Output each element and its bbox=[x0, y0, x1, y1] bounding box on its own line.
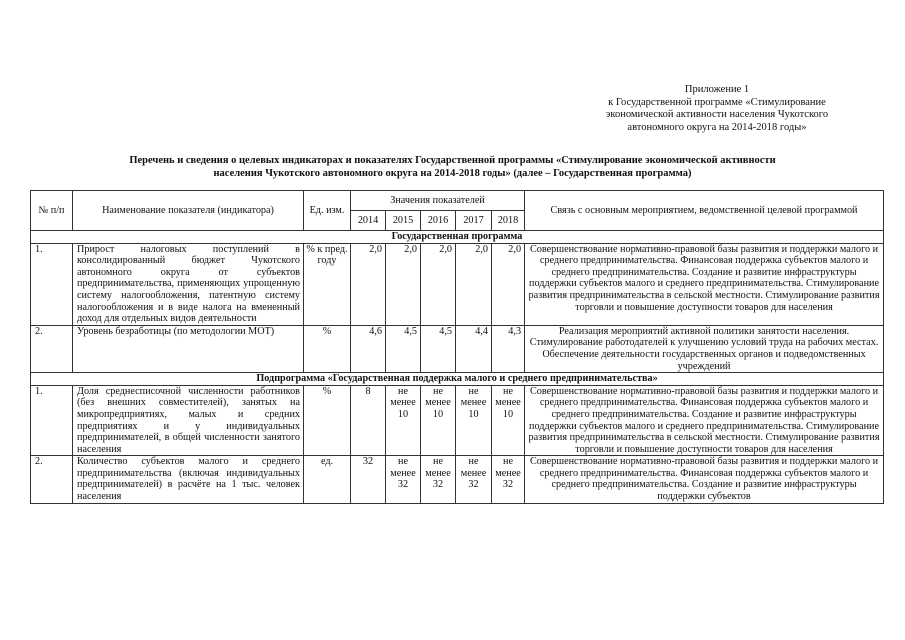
value-2018: не менее 10 bbox=[492, 385, 525, 456]
section-title-state-program: Государственная программа bbox=[31, 231, 884, 244]
value-2014: 2,0 bbox=[351, 243, 386, 325]
header-year-2017: 2017 bbox=[456, 211, 492, 231]
value-2015: не менее 32 bbox=[386, 456, 421, 503]
appendix-line-1: Приложение 1 bbox=[684, 84, 750, 95]
value-2017: 4,4 bbox=[456, 325, 492, 372]
title-line-1: Перечень и сведения о целевых индикаторах и показателях Государственной программы «Стимулирование экономической активности bbox=[129, 155, 776, 166]
value-2018: не менее 32 bbox=[492, 456, 525, 503]
header-num: № п/п bbox=[31, 191, 73, 231]
value-2015: 2,0 bbox=[386, 243, 421, 325]
appendix-line-4: автономного округа на 2014-2018 годы» bbox=[627, 121, 807, 133]
value-2015: 4,5 bbox=[386, 325, 421, 372]
header-year-2016: 2016 bbox=[421, 211, 456, 231]
value-2014: 4,6 bbox=[351, 325, 386, 372]
header-year-2014: 2014 bbox=[351, 211, 386, 231]
row-number: 2. bbox=[31, 456, 73, 503]
indicator-unit: % к пред. году bbox=[304, 243, 351, 325]
appendix-header bbox=[577, 84, 857, 134]
value-2014: 32 bbox=[351, 456, 386, 503]
value-2017: 2,0 bbox=[456, 243, 492, 325]
document-title bbox=[40, 154, 865, 180]
row-number: 1. bbox=[31, 243, 73, 325]
value-2016: 2,0 bbox=[421, 243, 456, 325]
indicator-name: Доля среднесписочной численности работников (без внешних совместителей), занятых на микропредприятиях, малых и средних предприятиях и у индивидуальных предпринимателей, в общей численности занятого населения bbox=[73, 385, 304, 456]
header-link: Связь с основным мероприятием, ведомственной целевой программой bbox=[525, 191, 884, 231]
value-2017: не менее 32 bbox=[456, 456, 492, 503]
section-row-subprogram bbox=[31, 373, 884, 386]
indicator-name: Уровень безработицы (по методологии МОТ) bbox=[73, 325, 304, 372]
program-link: Совершенствование нормативно-правовой базы развития и поддержки малого и среднего предпринимательства. Финансовая поддержка субъектов малого и среднего предпринимательства. Создание и развитие инфраструктуры поддержки субъектов малого и среднего предпринимательства. Стимулирование развития предпринимательства в сельской местности. Стимулирование развития торговли и повышение доступности товаров для населения bbox=[525, 385, 884, 456]
value-2018: 2,0 bbox=[492, 243, 525, 325]
indicator-unit: % bbox=[304, 385, 351, 456]
header-name: Наименование показателя (индикатора) bbox=[73, 191, 304, 231]
section-row-state-program bbox=[31, 231, 884, 244]
program-link: Реализация мероприятий активной политики занятости населения. Стимулирование работодателей к улучшению условий труда на рабочих местах. Обеспечение деятельности государственных органов и подведомственных учреждений bbox=[525, 325, 884, 372]
program-link: Совершенствование нормативно-правовой базы развития и поддержки малого и среднего предпринимательства. Финансовая поддержка субъектов малого и среднего предпринимательства. Создание и развитие инфраструктуры поддержки субъектов малого и среднего предпринимательства. Стимулирование развития предпринимательства в сельской местности. Стимулирование развития торговли и повышение доступности товаров для населения bbox=[525, 243, 884, 325]
row-number: 2. bbox=[31, 325, 73, 372]
appendix-line-3: экономической активности населения Чукотского bbox=[605, 109, 829, 120]
value-2015: не менее 10 bbox=[386, 385, 421, 456]
title-line-2: населения Чукотского автономного округа на 2014-2018 годы» (далее – Государственная программа) bbox=[213, 168, 692, 179]
value-2016: не менее 10 bbox=[421, 385, 456, 456]
appendix-line-2: к Государственной программе «Стимулирование bbox=[608, 96, 826, 108]
program-link: Совершенствование нормативно-правовой базы развития и поддержки малого и среднего предпринимательства. Финансовая поддержка субъектов малого и среднего предпринимательства. Создание и развитие инфраструктуры поддержки субъектов bbox=[525, 456, 884, 503]
value-2017: не менее 10 bbox=[456, 385, 492, 456]
value-2016: 4,5 bbox=[421, 325, 456, 372]
header-year-2018: 2018 bbox=[492, 211, 525, 231]
section-title-subprogram: Подпрограмма «Государственная поддержка малого и среднего предпринимательства» bbox=[31, 373, 884, 386]
header-year-2015: 2015 bbox=[386, 211, 421, 231]
value-2014: 8 bbox=[351, 385, 386, 456]
indicator-name: Прирост налоговых поступлений в консолидированный бюджет Чукотского автономного округа от субъектов предпринимательства, применяющих упрощенную систему налогообложения, патентную систему налогообложения и в виде налога на вмененный доход для отдельных видов деятельности bbox=[73, 243, 304, 325]
table-row bbox=[31, 385, 884, 456]
value-2018: 4,3 bbox=[492, 325, 525, 372]
value-2016: не менее 32 bbox=[421, 456, 456, 503]
table-row bbox=[31, 243, 884, 325]
header-unit: Ед. изм. bbox=[304, 191, 351, 231]
indicator-unit: ед. bbox=[304, 456, 351, 503]
indicators-table bbox=[30, 190, 884, 504]
table-row bbox=[31, 456, 884, 503]
row-number: 1. bbox=[31, 385, 73, 456]
table-row bbox=[31, 325, 884, 372]
header-values: Значения показателей bbox=[351, 191, 525, 211]
indicator-name: Количество субъектов малого и среднего предпринимательства (включая индивидуальных предпринимателей) в расчёте на 1 тыс. человек населения bbox=[73, 456, 304, 503]
indicator-unit: % bbox=[304, 325, 351, 372]
